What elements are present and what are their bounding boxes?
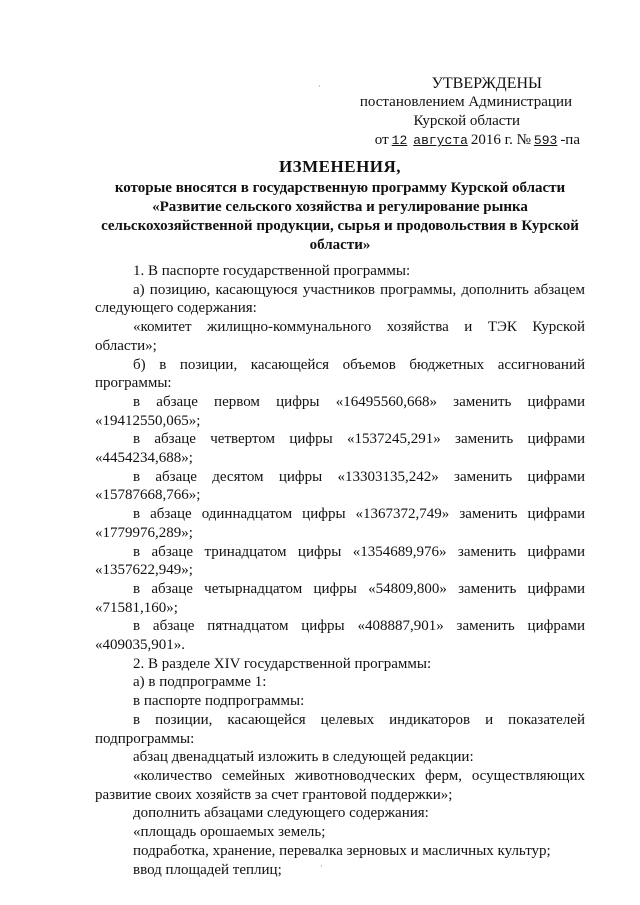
title-main: ИЗМЕНЕНИЯ, <box>278 157 402 176</box>
paragraph: в абзаце четырнадцатом цифры «54809,800» заменить цифрами «71581,160»; <box>95 580 585 616</box>
date-day: 12 <box>391 133 408 148</box>
paragraph: в абзаце четвертом цифры «1537245,291» заменить цифрами «4454234,688»; <box>95 431 585 467</box>
approval-heading: УТВЕРЖДЕНЫ <box>431 75 542 92</box>
date-year: 2016 г. № <box>470 132 531 148</box>
title-sub-4: области» <box>309 237 371 253</box>
approval-line-2: Курской области <box>413 113 520 129</box>
paragraph: б) в позиции, касающейся объемов бюджетных ассигнований программы: <box>95 356 585 392</box>
document-title <box>70 155 610 255</box>
decree-number: 593 <box>533 133 558 148</box>
approval-stamp <box>340 74 580 150</box>
paragraph: в абзаце десятом цифры «13303135,242» заменить цифрами «15787668,766»; <box>95 468 585 504</box>
paragraph: абзац двенадцатый изложить в следующей редакции: <box>133 749 474 766</box>
title-sub-3: сельскохозяйственной продукции, сырья и продовольствия в Курской <box>101 218 579 234</box>
paragraph: в абзаце пятнадцатом цифры «408887,901» заменить цифрами «409035,901». <box>95 618 585 654</box>
title-sub-2: «Развитие сельского хозяйства и регулирование рынка <box>152 199 528 215</box>
paragraph: 2. В разделе XIV государственной программы: <box>133 655 432 672</box>
date-prefix: от <box>374 132 389 148</box>
paragraph: а) в подпрограмме 1: <box>133 674 267 691</box>
paragraph: в абзаце одиннадцатом цифры «1367372,749» заменить цифрами «1779976,289»; <box>95 506 585 541</box>
paragraph: «комитет жилищно-коммунального хозяйства и ТЭК Курской области»; <box>95 319 585 354</box>
paragraph: 1. В паспорте государственной программы: <box>133 263 411 279</box>
document-body <box>95 262 585 879</box>
paragraph: а) позицию, касающуюся участников программы, дополнить абзацем следующего содержания: <box>95 281 585 317</box>
scan-speck: · <box>318 82 321 91</box>
paragraph: в абзаце первом цифры «16495560,668» заменить цифрами «19412550,065»; <box>95 393 585 429</box>
paragraph: в позиции, касающейся целевых индикаторов и показателей подпрограммы: <box>95 711 585 747</box>
approval-line-1: постановлением Администрации <box>359 94 572 110</box>
paragraph: в абзаце тринадцатом цифры «1354689,976» заменить цифрами «1357622,949»; <box>95 543 585 579</box>
paragraph: «площадь орошаемых земель; <box>133 824 326 841</box>
paragraph: «количество семейных животноводческих ферм, осуществляющих развитие своих хозяйств за счет грантовой поддержки»; <box>95 767 585 803</box>
decree-suffix: -па <box>560 132 580 148</box>
approval-date-line <box>340 131 580 150</box>
paragraph: дополнить абзацами следующего содержания: <box>133 805 429 822</box>
paragraph: в паспорте подпрограммы: <box>133 693 305 710</box>
paragraph: подработка, хранение, перевалка зерновых и масличных культур; <box>133 842 551 859</box>
scan-speck: · <box>320 862 323 871</box>
title-sub-1: которые вносятся в государственную программу Курской области <box>114 180 566 196</box>
paragraph: ввод площадей теплиц; <box>133 861 282 878</box>
date-month: августа <box>413 133 468 148</box>
